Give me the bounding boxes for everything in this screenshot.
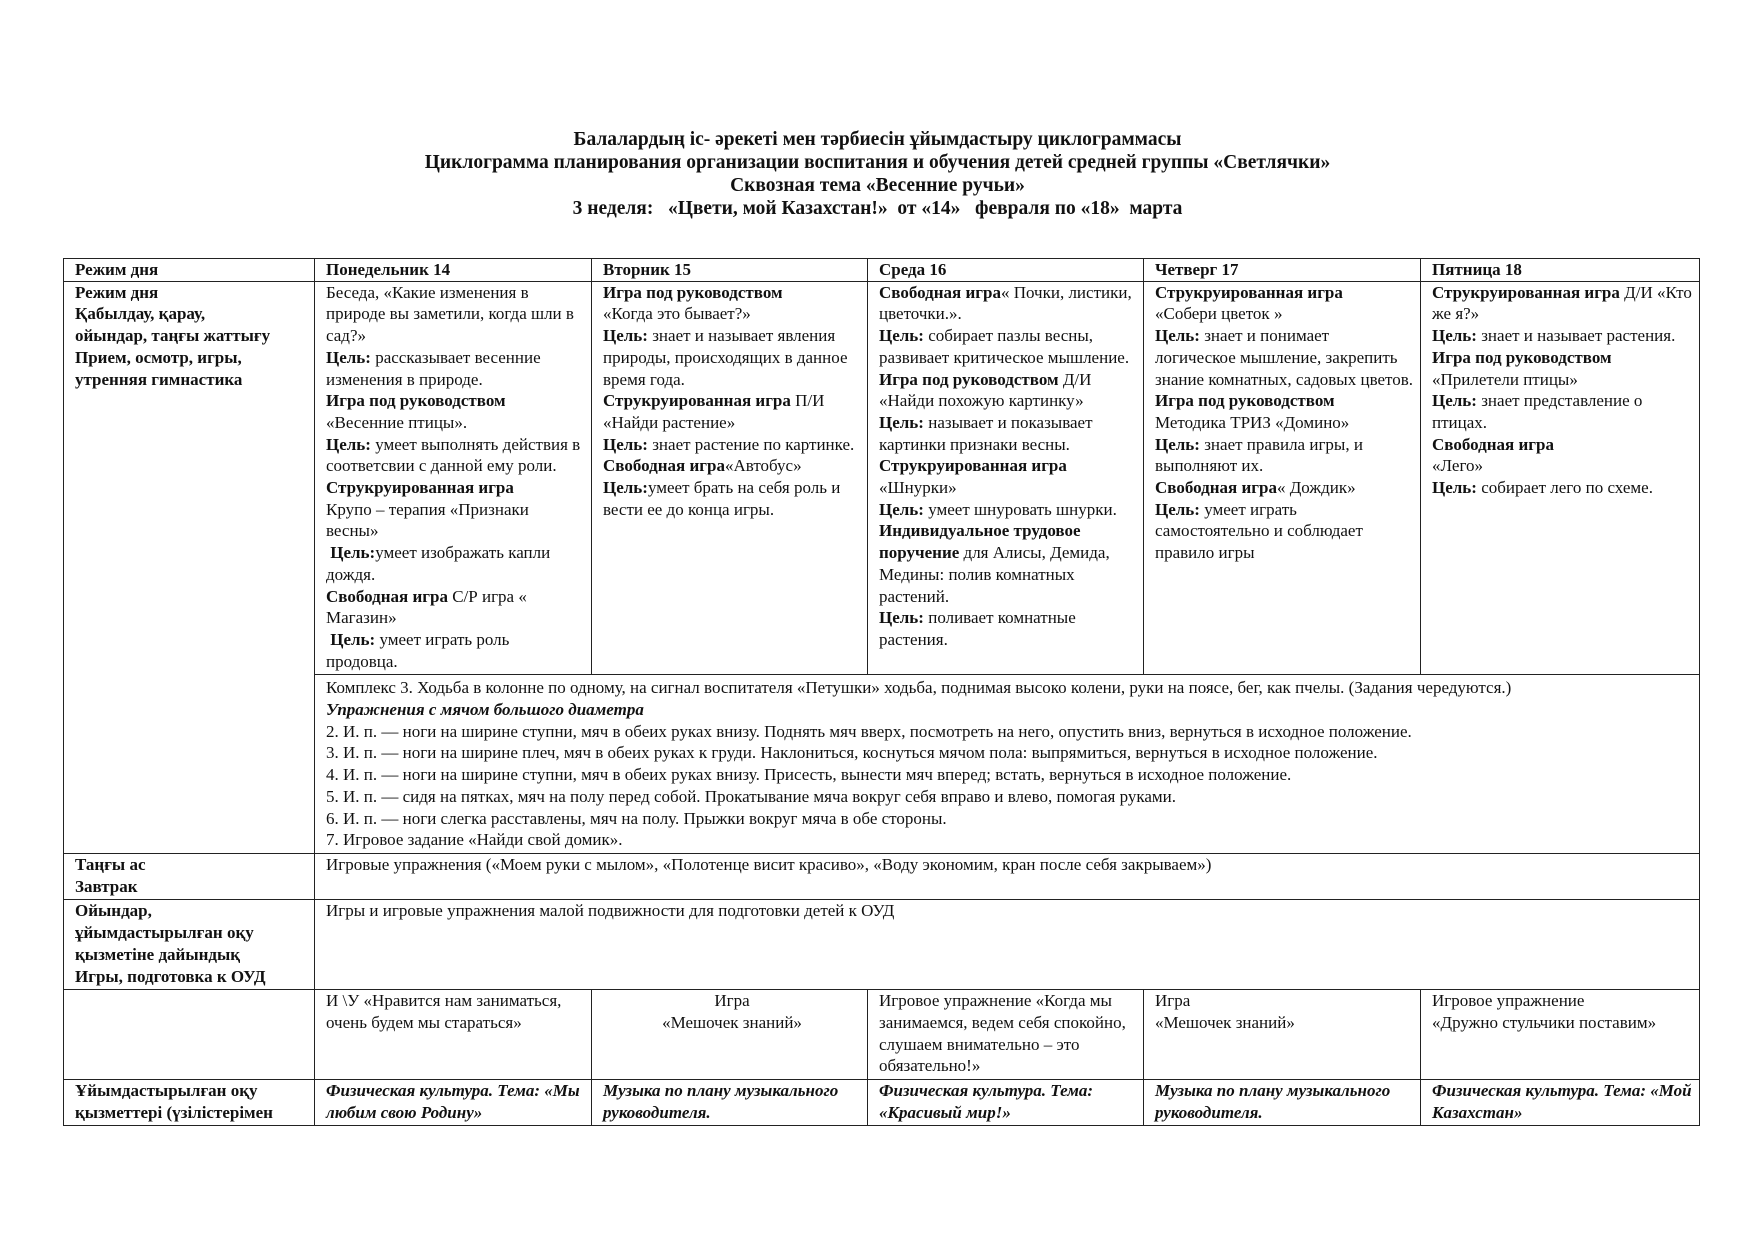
title-line-2: Циклограмма планирования организации воспитания и обучения детей средней группы «Светлячки»: [424, 152, 1331, 173]
monday-morning-cell: Беседа, «Какие изменения в природе вы заметили, когда шли в сад?» Цель: рассказывает весенние изменения в природе. Игра под руководством «Весенние птицы». Цель: умеет выполнять действия в соответсвии с данной ему роли. Струкруированная игра Крупо – терапия «Признаки весны» Цель:умеет изображать капли дождя. Свободная игра С/Р игра « Магазин» Цель: умеет играть роль продовца.: [315, 281, 592, 675]
wednesday-oud-cell: Физическая культура. Тема: «Красивый мир!»: [868, 1080, 1144, 1126]
wednesday-morning-cell: Свободная игра« Почки, листики, цветочки.». Цель: собирает пазлы весны, развивает критическое мышление. Игра под руководством Д/И «Найди похожую картинку» Цель: называет и показывает картинки признаки весны. Струкруированная игра «Шнурки» Цель: умеет шнуровать шнурки. Индивидуальное трудовое поручение для Алисы, Демида, Медины: полив комнатных растений. Цель: поливает комнатные растения.: [868, 281, 1144, 675]
cyclogram-table: [63, 258, 1700, 1126]
table-header-row: [64, 259, 1700, 282]
tuesday-morning-cell: Игра под руководством «Когда это бывает?» Цель: знает и называет явления природы, происходящих в данное время года. Струкруированная игра П/И «Найди растение» Цель: знает растение по картинке. Свободная игра«Автобус» Цель:умеет брать на себя роль и вести ее до конца игры.: [592, 281, 868, 675]
regime-cell-prep: Ойындар, ұйымдастырылған оқу қызметіне дайындық Игры, подготовка к ОУД: [64, 900, 315, 990]
monday-games-cell: И \У «Нравится нам заниматься, очень будем мы стараться»: [315, 990, 592, 1080]
regime-cell-breakfast: Таңғы ас Завтрак: [64, 853, 315, 899]
title-line-4: 3 неделя: «Цвети, мой Казахстан!» от «14» февраля по «18» марта: [572, 198, 1183, 219]
table-row-morning: [64, 281, 1700, 675]
tuesday-games-cell: Игра «Мешочек знаний»: [592, 990, 868, 1080]
friday-morning-cell: Струкруированная игра Д/И «Кто же я?» Цель: знает и называет растения. Игра под руководством «Прилетели птицы» Цель: знает представление о птицах. Свободная игра «Лего» Цель: собирает лего по схеме.: [1421, 281, 1700, 675]
title-line-3: Сквозная тема «Весенние ручьи»: [730, 175, 1025, 196]
thursday-games-cell: Игра «Мешочек знаний»: [1144, 990, 1421, 1080]
table-row-oud: [64, 1080, 1700, 1126]
document-title: [0, 128, 1755, 220]
gymnastics-cell: Комплекс 3. Ходьба в колонне по одному, на сигнал воспитателя «Петушки» ходьба, поднимая высоко колени, руки на поясе, бег, как пчелы. (Задания чередуются.) Упражнения с мячом большого диаметра 2. И. п. — ноги на ширине ступни, мяч в обеих руках внизу. Поднять мяч вверх, посмотреть на него, опустить вниз, вернуться в исходное положение. 3. И. п. — ноги на ширине плеч, мяч в обеих руках к груди. Наклониться, коснуться мячом пола: выпрямиться, вернуться в исходное положение. 4. И. п. — ноги на ширине ступни, мяч в обеих руках внизу. Присесть, вынести мяч вперед; встать, вернуться в исходное положение. 5. И. п. — сидя на пятках, мяч на полу перед собой. Прокатывание мяча вокруг себя вправо и влево, помогая руками. 6. И. п. — ноги слегка расставлены, мяч на полу. Прыжки вокруг мяча в обе стороны. 7. Игровое задание «Найди свой домик».: [315, 675, 1700, 854]
monday-oud-cell: Физическая культура. Тема: «Мы любим свою Родину»: [315, 1080, 592, 1126]
tuesday-oud-cell: Музыка по плану музыкального руководителя.: [592, 1080, 868, 1126]
title-line-1: Балалардың іс- әрекеті мен тәрбиесін ұйымдастыру циклограммасы: [573, 129, 1182, 150]
header-tuesday: Вторник 15: [592, 259, 868, 282]
regime-cell-oud: Ұйымдастырылған оқу қызметтері (үзілістерімен: [64, 1080, 315, 1126]
header-wednesday: Среда 16: [868, 259, 1144, 282]
prep-cell: Игры и игровые упражнения малой подвижности для подготовки детей к ОУД: [315, 900, 1700, 990]
breakfast-cell: Игровые упражнения («Моем руки с мылом», «Полотенце висит красиво», «Воду экономим, кран после себя закрываем»): [315, 853, 1700, 899]
wednesday-games-cell: Игровое упражнение «Когда мы занимаемся, ведем себя спокойно, слушаем внимательно – это обязательно!»: [868, 990, 1144, 1080]
table-row-games: [64, 990, 1700, 1080]
regime-cell-games-empty: [64, 990, 315, 1080]
friday-oud-cell: Физическая культура. Тема: «Мой Казахстан»: [1421, 1080, 1700, 1126]
friday-games-cell: Игровое упражнение «Дружно стульчики поставим»: [1421, 990, 1700, 1080]
thursday-oud-cell: Музыка по плану музыкального руководителя.: [1144, 1080, 1421, 1126]
header-monday: Понедельник 14: [315, 259, 592, 282]
header-thursday: Четверг 17: [1144, 259, 1421, 282]
header-regime: Режим дня: [64, 259, 315, 282]
header-friday: Пятница 18: [1421, 259, 1700, 282]
table-row-prep: [64, 900, 1700, 990]
thursday-morning-cell: Струкруированная игра «Собери цветок » Цель: знает и понимает логическое мышление, закрепить знание комнатных, садовых цветов. Игра под руководством Методика ТРИЗ «Домино» Цель: знает правила игры, и выполняют их. Свободная игра« Дождик» Цель: умеет играть самостоятельно и соблюдает правило игры: [1144, 281, 1421, 675]
table-row-breakfast: [64, 853, 1700, 899]
regime-cell-morning: Режим дня Қабылдау, қарау, ойындар, таңғы жаттығу Прием, осмотр, игры, утренняя гимнастика: [64, 281, 315, 853]
